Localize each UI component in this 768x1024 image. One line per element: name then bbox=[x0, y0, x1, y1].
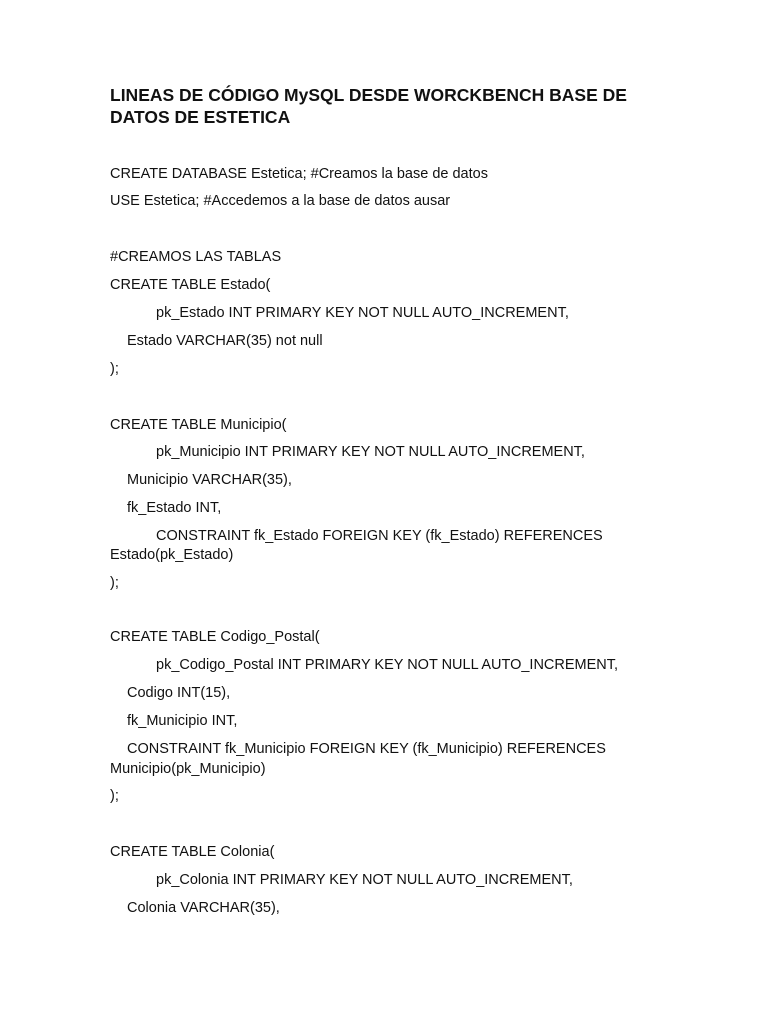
code-line-close-codigo-postal: ); bbox=[110, 788, 119, 804]
code-line-fk-estado-column: fk_Estado INT, bbox=[127, 500, 222, 516]
code-line-municipio-column: Municipio VARCHAR(35), bbox=[127, 472, 292, 488]
code-line-codigo-column: Codigo INT(15), bbox=[127, 685, 231, 701]
code-line-use-database: USE Estetica; #Accedemos a la base de datos ausar bbox=[110, 193, 451, 209]
code-line-estado-column: Estado VARCHAR(35) not null bbox=[127, 333, 323, 349]
code-line-close-municipio: ); bbox=[110, 575, 119, 591]
code-line-close-estado: ); bbox=[110, 361, 119, 377]
code-line-constraint-fk-municipio-cont: Municipio(pk_Municipio) bbox=[110, 761, 266, 777]
code-line-create-table-municipio: CREATE TABLE Municipio( bbox=[110, 417, 287, 433]
code-line-pk-codigo-postal: pk_Codigo_Postal INT PRIMARY KEY NOT NULL AUTO_INCREMENT, bbox=[156, 657, 619, 673]
code-line-colonia-column: Colonia VARCHAR(35), bbox=[127, 900, 280, 916]
code-line-create-table-colonia: CREATE TABLE Colonia( bbox=[110, 844, 275, 860]
code-line-constraint-fk-estado-cont: Estado(pk_Estado) bbox=[110, 547, 234, 563]
code-line-fk-municipio-column: fk_Municipio INT, bbox=[127, 713, 238, 729]
code-line-pk-colonia: pk_Colonia INT PRIMARY KEY NOT NULL AUTO_INCREMENT, bbox=[156, 872, 573, 888]
code-line-constraint-fk-estado: CONSTRAINT fk_Estado FOREIGN KEY (fk_Estado) REFERENCES bbox=[156, 528, 603, 544]
code-line-pk-municipio: pk_Municipio INT PRIMARY KEY NOT NULL AUTO_INCREMENT, bbox=[156, 444, 585, 460]
code-line-create-table-codigo-postal: CREATE TABLE Codigo_Postal( bbox=[110, 629, 320, 645]
code-line-constraint-fk-municipio: CONSTRAINT fk_Municipio FOREIGN KEY (fk_Municipio) REFERENCES bbox=[127, 741, 606, 757]
code-comment-create-tables: #CREAMOS LAS TABLAS bbox=[110, 249, 282, 265]
document-title: LINEAS DE CÓDIGO MySQL DESDE WORCKBENCH BASE DE DATOS DE ESTETICA bbox=[110, 85, 627, 127]
code-line-pk-estado: pk_Estado INT PRIMARY KEY NOT NULL AUTO_INCREMENT, bbox=[156, 305, 569, 321]
code-line-create-table-estado: CREATE TABLE Estado( bbox=[110, 277, 271, 293]
code-line-create-database: CREATE DATABASE Estetica; #Creamos la base de datos bbox=[110, 166, 488, 182]
